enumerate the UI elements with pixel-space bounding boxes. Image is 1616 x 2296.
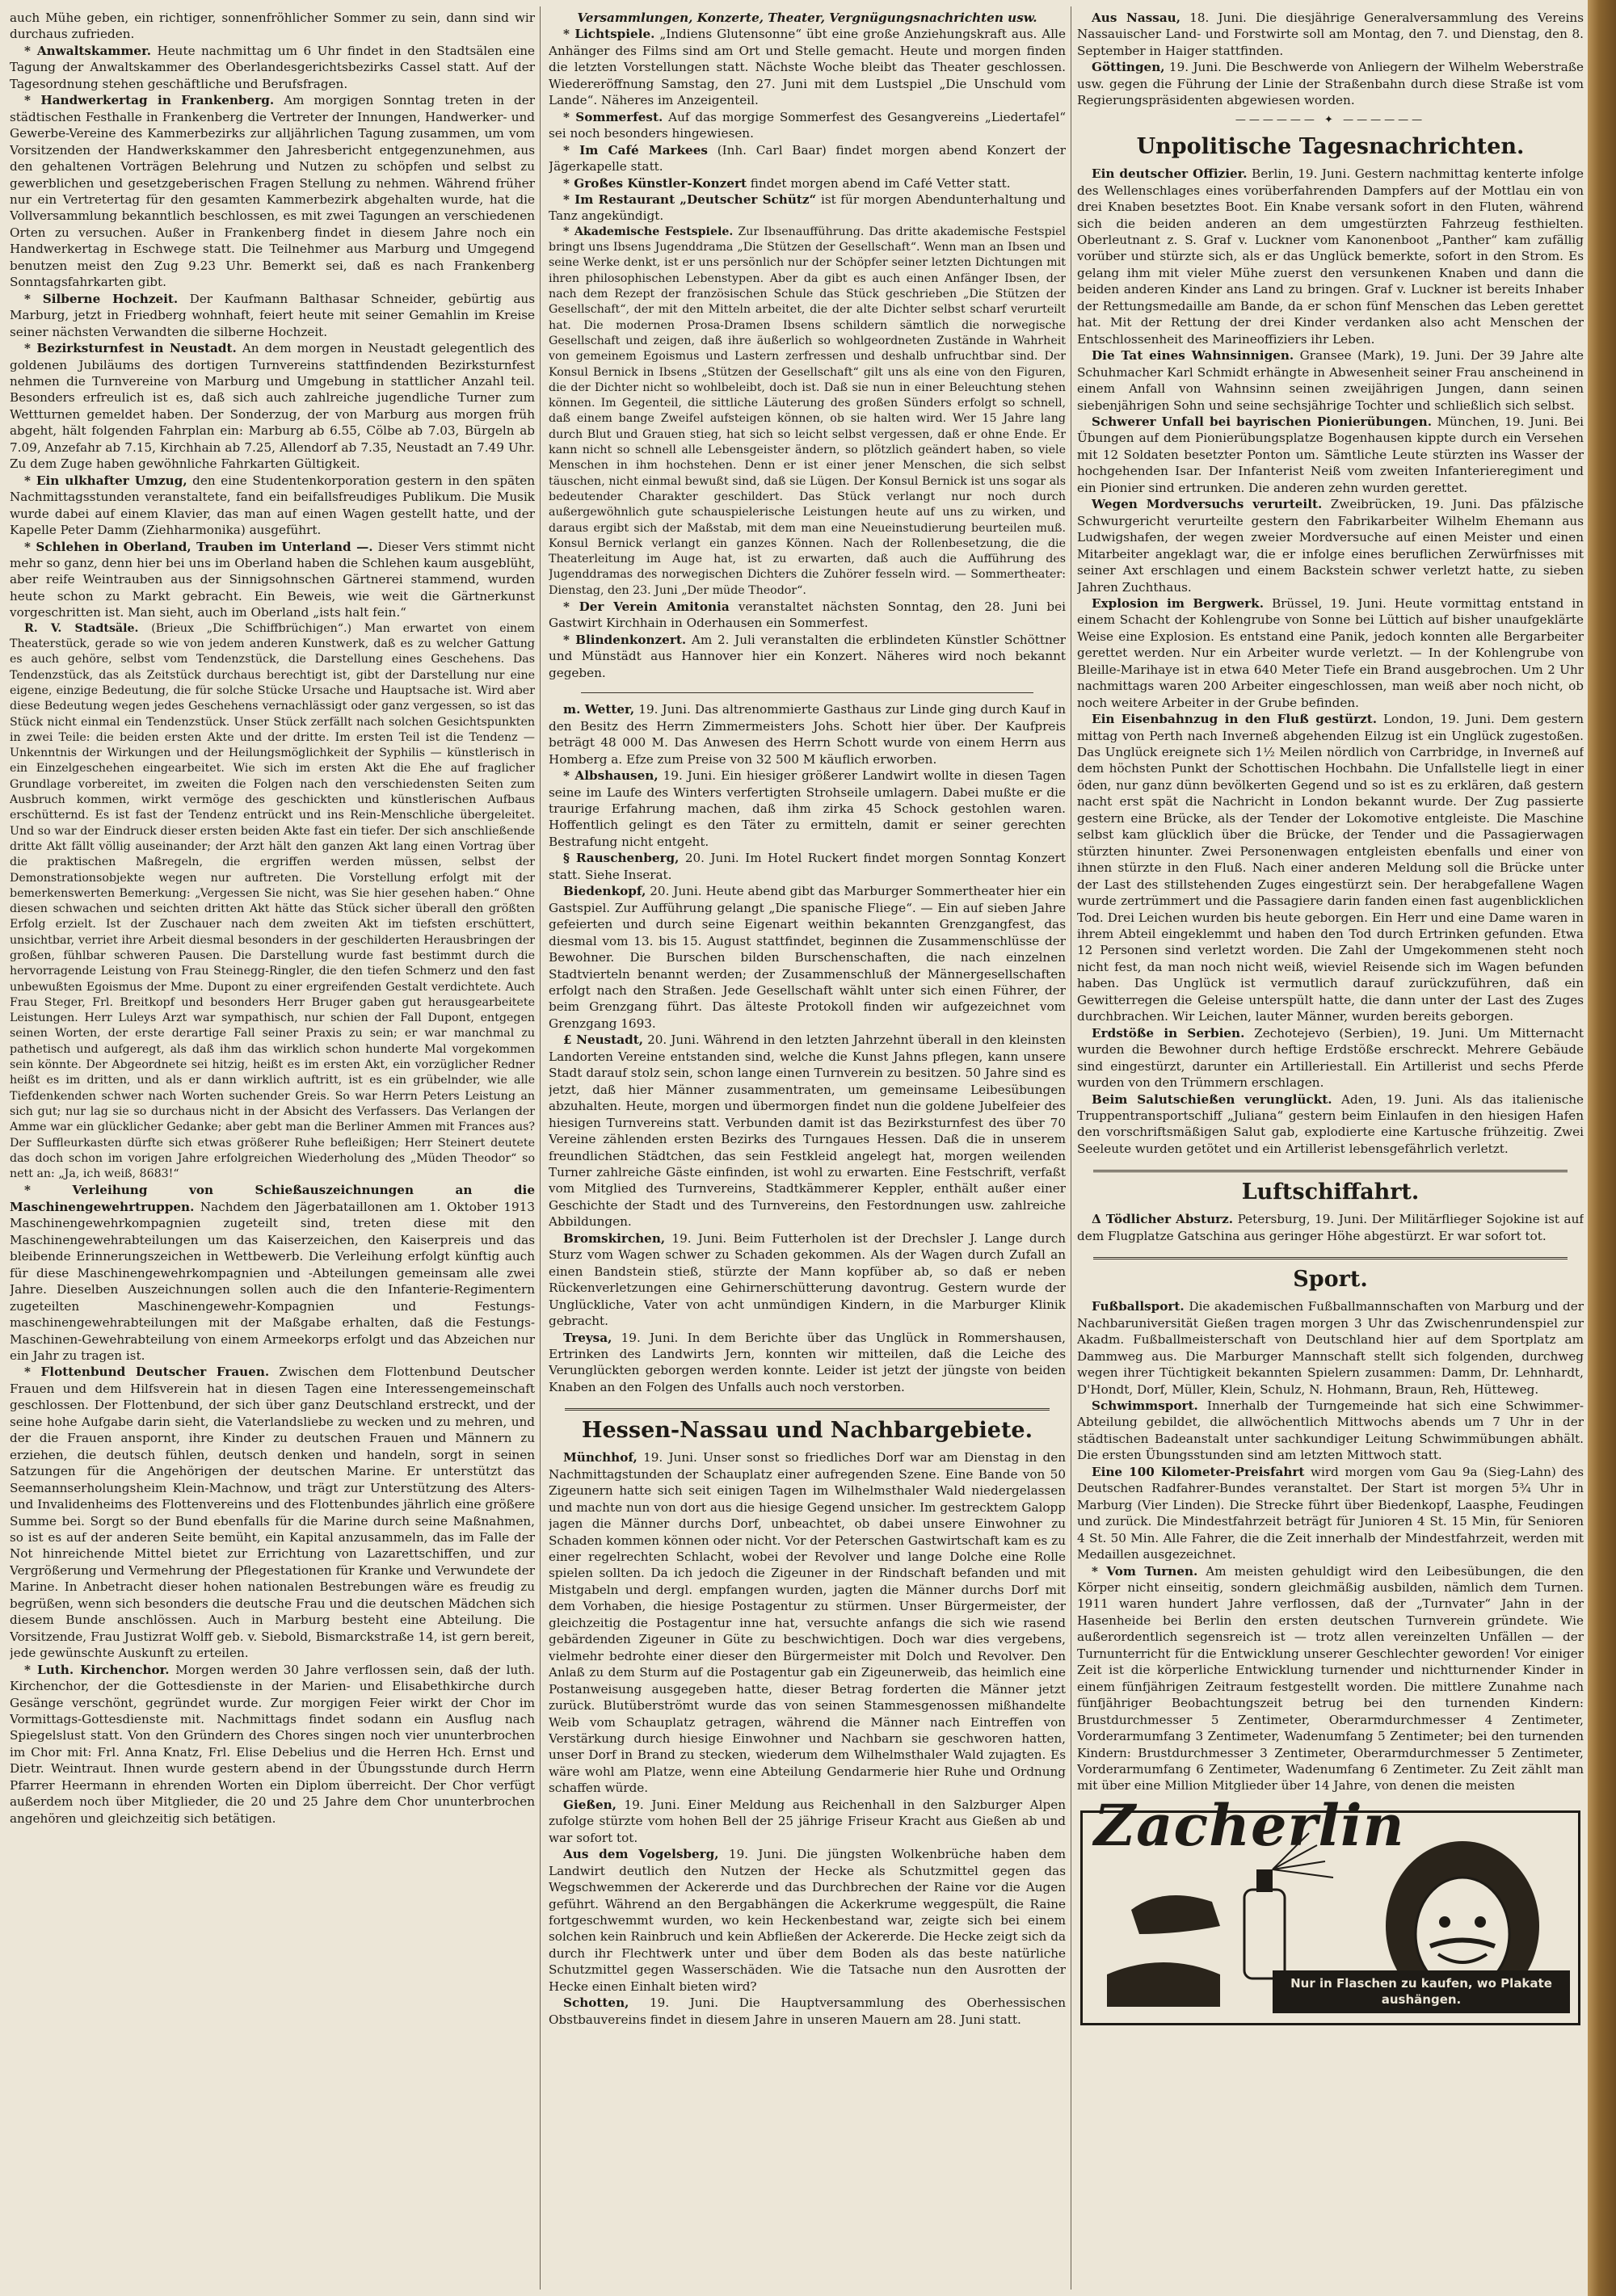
article-rauschenberg: § Rauschenberg, 20. Juni. Im Hotel Ruckert findet morgen Sonntag Konzert statt. Siehe Inserat. [549, 851, 1066, 882]
article-turnen: * Vom Turnen. Am meisten gehuldigt wird den Leibesübungen, die den Körper nicht einseitig, sondern gleichmäßig ausbilden, nämlich dem Turnen. 1911 waren hundert Jahre verflossen, daß der „Turnvater“ Jahn in der Hasenheide bei Berlin den ersten deutschen Turnverein gründete. Wie außerordentlich segensreich ist — trotz allen vereinzelten Unfällen — der Turnunterricht für die Entwicklung unserer Geschlechter geworden! Vor einiger Zeit ist die körperliche Entwicklung turnender und nichtturnender Kinder in einem fünfjährigen Zeitraum festgestellt worden. Die mittlere Zunahme nach fünfjähriger Beobachtungszeit betrug bei den turnenden Kindern: Brustdurchmesser 5 Zentimeter, Oberarmdurchmesser 4 Zentimeter, Vorderarmumfang 3 Zentimeter, Wadenumfang 5 Zentimeter; bei den turnenden Kindern: Brustdurchmesser 3 Zentimeter, Oberarmdurchmesser 5 Zentimeter, Vorderarmumfang 6 Zentimeter, Wadenumfang 6 Zentimeter. Zu Zeit zählt man mit über eine Million Mitglieder über 14 Jahre, von denen die meisten [1077, 1563, 1584, 1793]
article-aus-nassau: Aus Nassau, 18. Juni. Die diesjährige Generalversammlung des Vereins Nassauischer Land- und Forstwirte soll am Montag, den 7. und Dienstag, den 8. September in Haiger stattfinden. [1077, 11, 1584, 58]
article-treysa: Treysa, 19. Juni. In dem Berichte über das Unglück in Rommershausen, Ertrinken des Landwirts Jern, konnten wir mitteilen, daß die Leiche des Verunglückten geborgen werden konnte. Leider ist jetzt der jüngste von beiden Knaben an den Folgen des Unfalls auch noch verstorben. [549, 1330, 1066, 1394]
section-title-sport: Sport. [1293, 1267, 1368, 1293]
ornament-divider: —————— ✦ —————— [1235, 113, 1426, 126]
article-anwaltskammer: * Anwaltskammer. Heute nachmittag um 6 Uhr findet in den Stadtsälen eine Tagung der Anwaltskammer des Oberlandesgerichtsbezirks Cassel statt. Auf der Tagesordnung stehen geschäftliche und Berufsfragen. [10, 43, 535, 91]
article-goettingen: Göttingen, 19. Juni. Die Beschwerde von Anliegern der Wilhelm Weberstraße usw. gegen die Führung der Linie der Straßenbahn durch diese Straße ist vom Regierungspräsidenten abgewiesen worden. [1077, 60, 1584, 108]
article-sommerfest: * Sommerfest. Auf das morgige Sommerfest des Gesangvereins „Liedertafel“ sei noch besonders hingewiesen. [549, 109, 1066, 141]
article-bromskirchen: Bromskirchen, 19. Juni. Beim Futterholen ist der Drechsler J. Lange durch Sturz vom Wagen schwer zu Schaden gekommen. Als der Wagen durch Zufall an einen Bandstein stieß, stürzte der Mann kopfüber ab, so daß er neben Rückenverletzungen eine Gehirnerschütterung davontrug. Gestern wurde der Unglückliche, Vater von acht unmündigen Kindern, in die Marburger Klinik gebracht. [549, 1230, 1066, 1329]
article-explosion: Explosion im Bergwerk. Brüssel, 19. Juni. Heute vormittag entstand in einem Schacht der Kohlengrube von Sonne bei Lüttich auf bisher unaufgeklärte Weise eine Explosion. Es entstand eine Panik, jedoch konnten alle Bergarbeiter gerettet werden. Nur ein Arbeiter wurde verletzt. — In der Kohlengrube von Bleille-Marihaye ist in etwa 640 Meter Tiefe ein Brand ausgebrochen. Um 2 Uhr nachmittags waren 200 Arbeiter eingeschlossen, man weiß aber noch nicht, ob noch weitere Arbeiter in der Grube befinden. [1077, 595, 1584, 710]
article-muenchhof: Münchhof, 19. Juni. Unser sonst so friedliches Dorf war am Dienstag in den Nachmittagstunden der Schauplatz einer aufregenden Szene. Eine Bande von 50 Zigeunern hatte sich seit einigen Tagen im Wilhelmsthaler Wald niedergelassen und machte nun von dort aus die hiesige Gegend unsicher. Im gestrecktem Galopp jagen die Männer durchs Dorf, unbeachtet, ob dabei unsere Einwohner zu Schaden kommen können oder nicht. Vor der Peterschen Gastwirtschaft kam es zu einer regelrechten Schlacht, wobei der Revolver und lange Dolche eine Rolle spielen sollten. Da ich jedoch die Zigeuner in der Rindschaft befanden und mit Mistgabeln und dergl. empfangen wurden, jagten die Männer durchs Dorf mit dem Vorhaben, die hiesige Postagentur zu stürmen. Unser Bürgermeister, der gleichzeitig die Postagentur inne hat, versuchte anfangs die sich wie rasend gebärdenden Zigeuner in Güte zu beschwichtigen. Doch war dies vergebens, vielmehr bedrohte einer dieser den Bürgermeister mit Dolch und Revolver. Den Anlaß zu dem Sturm auf die Postagentur gab ein Zigeunerweib, das heimlich eine Postanweisung ausgegeben hatte, dieser Betrag forderten die Männer jetzt zurück. Blutüberströmt wurde das von seinen Stammesgenossen mißhandelte Weib vom Schauplatz getragen, während die Männer nach Eintreffen von Verstärkung durch hiesige Einwohner und Nachbarn sie geschworen hatten, unser Dorf in Brand zu stecken, wiederum dem Wilhelmsthaler Wald zujagten. Es wäre wohl am Platze, wenn eine Abteilung Gendarmerie hier Ruhe und Ordnung schaffen würde. [549, 1450, 1066, 1796]
article-schotten: Schotten, 19. Juni. Die Hauptversammlung des Oberhessischen Obstbauvereins findet in diesem Jahre in unseren Mauern am 28. Juni statt. [549, 1995, 1066, 2027]
article-umzug: * Ein ulkhafter Umzug, den eine Studentenkorporation gestern in den späten Nachmittagsstunden veranstaltete, fand ein beifallsfreudiges Publikum. Die Musik wurde dabei auf einem Klavier, das man auf einen Wagen gestellt hatte, und der Kapelle Peter Damm (Ziehharmonika) ausgeführt. [10, 473, 535, 538]
divider-double [565, 1408, 1050, 1411]
article-preisfahrt: Eine 100 Kilometer-Preisfahrt wird morgen vom Gau 9a (Sieg-Lahn) des Deutschen Radfahrer-Bundes veranstaltet. Der Start ist morgen 5¾ Uhr in Marburg (Vier Linden). Die Strecke führt über Biedenkopf, Laasphe, Feudingen und zurück. Die Mindestfahrzeit beträgt für Junioren 4 St. 15 Min, für Senioren 4 St. 50 Min. Alle Fahrer, die die Zeit innerhalb der Mindestfahrzeit, werden mit Medaillen ausgezeichnet. [1077, 1464, 1584, 1562]
column-2 [549, 10, 1066, 2288]
zacherlin-advertisement [1080, 1791, 1580, 2025]
article-cafe-markees: * Im Café Markees (Inh. Carl Baar) findet morgen abend Konzert der Jägerkapelle statt. [549, 142, 1066, 175]
article-erdstoesse: Erdstöße in Serbien. Zechotejevo (Serbien), 19. Juni. Um Mitternacht wurden die Bewohner durch heftige Erdstöße erschreckt. Mehrere Gebäude sind eingestürzt, darunter ein Artilleriestall. Ein Artillerist und sechs Pferde wurden von den Trümmern erschlagen. [1077, 1025, 1584, 1091]
article-festspiele: * Akademische Festspiele. Zur Ibsenaufführung. Das dritte akademische Festspiel bringt uns Ibsens Jugenddrama „Die Stützen der Gesellschaft“. Wenn man an Ibsen und seine Werke denkt, ist er uns persönlich nur der Schöpfer seiner letzten Dichtungen mit ihren philosophischen Lebenstypen. Aber da gibt es auch einen Anfänger Ibsen, der nach dem Rezept der französischen Schule das Stück geschrieben „Die Stützen der Gesellschaft“, der mit den Mitteln arbeitet, die der alte Dichter selbst scharf verurteilt hat. Die modernen Prosa-Dramen Ibsens schildern sämtlich die norwegische Gesellschaft und zeigen, daß ihre äußerlich so wohlgeordneten Zustände in Wahrheit von gemeinem Egoismus und Lastern zerfressen und deshalb unfruchtbar sind. Der Konsul Bernick in Ibsens „Stützen der Gesellschaft“ gilt uns als eine von den Figuren, die der Dichter nicht so wohlbeleibt, doch ist. Daß sie nun in einer Beleuchtung stehen können. Im Gegenteil, die sittliche Läuterung des großen Sünders erfolgt so schnell, daß einem bange Zweifel aufsteigen können, ob sie halten wird. Wer 15 Jahre lang durch Blut und Grauen stieg, hat sich so leicht selbst vergessen, daß er ohne Ende. Er kann nicht so schnell alle Lebensgeister ändern, so plötzlich geändert haben, so viele Menschen in ihm hochstehen. Denn er ist einer jener Menschen, die sich selbst täuschen, nicht einmal bewußt sind, daß sie Lügen. Der Konsul Bernick ist uns sogar als bedeutender Charakter geschildert. Das Stück verlangt nur noch durch außergewöhnlich gute schauspielerische Leistungen heute auf uns zu wirken, und daraus ergibt sich der Maßstab, mit dem man eine Neueinstudierung beurteilen muß. Konsul Bernick verlangt ein ganzes Können. Nach der Rollenbesetzung, die die Theaterleitung im Auge hat, ist zu erwarten, daß auch die Aufführung des Jugenddramas des norwegischen Dichters die Zuhörer fesseln wird. — Sommertheater: Dienstag, den 23. Juni „Der müde Theodor“. [549, 225, 1066, 597]
article-giessen: Gießen, 19. Juni. Einer Meldung aus Reichenhall in den Salzburger Alpen zufolge stürzte vom hohen Bell der 25 jährige Friseur Kracht aus Gießen ab und war sofort tot. [549, 1797, 1066, 1845]
article-blindenkonzert: * Blindenkonzert. Am 2. Juli veranstalten die erblindeten Künstler Schöttner und Münstädt aus Hannover hier ein Konzert. Näheres wird noch bekannt gegeben. [549, 632, 1066, 680]
divider-double [1093, 1170, 1568, 1172]
article-pionieruebungen: Schwerer Unfall bei bayrischen Pionierübungen. München, 19. Juni. Bei Übungen auf dem Pionierübungsplatze Bogenhausen kippte durch ein Versehen mit 12 Soldaten besetzter Ponton um. Sämtliche Leute stürzten ins Wasser der hochgehenden Isar. Der Infanterist Neiß vom zweiten Infanterieregiment und ein Pionier sind ertrunken. Die anderen zehn wurden gerettet. [1077, 414, 1584, 495]
ad-tagline: Nur in Flaschen zu kaufen, wo Plakate aushängen. [1273, 1970, 1570, 2013]
article-mordversuch: Wegen Mordversuchs verurteilt. Zweibrücken, 19. Juni. Das pfälzische Schwurgericht verurteilte gestern den Fabrikarbeiter Wilhelm Ehemann aus Ludwigshafen, der wegen zweier Mordversuche auf einen Meister und einen Mitarbeiter angeklagt war, die er infolge eines beruflichen Zerwürfnisses mit seiner Axt erschlagen und einem Backstein schwer verletzt hatte, zu sieben Jahren Zuchthaus. [1077, 497, 1584, 595]
article-restaurant: * Im Restaurant „Deutscher Schütz“ ist für morgen Abendunterhaltung und Tanz angekündigt. [549, 191, 1066, 224]
article-vogelsberg: Aus dem Vogelsberg, 19. Juni. Die jüngsten Wolkenbrüche haben dem Landwirt deutlich den Nutzen der Hecke als Schutzmittel gegen das Wegschwemmen der Ackererde und das Durchbrechen der Raine vor die Augen geführt. Während an den Bergabhängen die Ackerkrume weggespült, die Raine fortgeschwemmt wurden, wo kein Heckenbestand war, zeigte sich bei einem solchen kein Rainbruch und kein Abfließen der Ackererde. Die Hecke zeigt sich da durch ihr Flechtwerk unter und über dem Boden als das beste natürliche Schutzmittel gegen Wasserschäden. Wie die Tatsache nun den Ausrotten der Hecke einen Einhalt bieten wird? [549, 1847, 1066, 1994]
article-salutschiessen: Beim Salutschießen verunglückt. Aden, 19. Juni. Als das italienische Truppentransportschiff „Juliana“ gestern beim Einlaufen in den hiesigen Hafen den vorschriftsmäßigen Salut gab, explodierte eine Kartusche frühzeitig. Zwei Seeleute wurden getötet und ein Artillerist lebensgefährlich verletzt. [1077, 1091, 1584, 1156]
section-title-unpolitische: Unpolitische Tagesnachrichten. [1136, 134, 1525, 160]
article-theater-review: R. V. Stadtsäle. (Brieux „Die Schiffbrüchigen“.) Man erwartet von einem Theaterstück, gerade so wie von jedem anderen Kunstwerk, daß es zu welcher Gattung es auch gehöre, selbst vom Tendenzstück, die Darstellung eines Geschehens. Das Tendenzstück, das als Zeitstück durchaus berechtigt ist, gibt der Darstellung nur eine eigene, einzige Bedeutung, die für solche Stücke Ursache und Hauptsache ist. Wird aber diese Bedeutung wegen jedes Geschehens vernachlässigt oder ganz vergessen, so ist das Stück nicht einmal ein Tendenzstück. Unser Stück zerfällt nach solchen Gesichtspunkten in zwei Teile: die beiden ersten Akte und der dritte. Im ersten Teil ist die Tendenz — Unkenntnis der Wirkungen und der Heilungsmöglichkeit der Syphilis — künstlerisch in ein Einzelgeschehen eingearbeitet. Wie sich im ersten Akt die Ehe auf fraglicher Grundlage vorbereitet, im zweiten die Folgen nach den verschiedensten Seiten zum Ausbruch kommen, wirkt vermöge des geschickten und künstlerischen Aufbaus erschütternd. Es ist fast der Tendenz entrückt und ins Rein-Menschliche übergeleitet. Und so war der Eindruck dieser ersten beiden Akte fast ein tiefer. Der sich anschließende dritte Akt fällt völlig auseinander; der Arzt hält den ganzen Akt lang einen Vortrag über die praktischen Maßregeln, die ergriffen werden müssen, selbst der Demonstrationsobjekte wegen nur auftreten. Die Vorstellung erfolgt mit der bemerkenswerten Bemerkung: „Vergessen Sie nicht, was Sie hier gesehen haben.“ Ohne diesen schwachen und seichten dritten Akt hätte das Stück sicher überall den größten Erfolg erzielt. Ist der Zuschauer nach dem zweiten Akt im tiefsten erschüttert, unsichtbar, verriet ihre Arbeit diesmal besonders in der geschilderten Herausbringen der großen, fühlbar schweren Pausen. Die Darstellung wurde fast bestimmt durch die hervorragende Leistung von Frau Steinegg-Ringler, die den tiefen Schmerz und den fast unbewußten Egoismus der Mme. Dupont zu einer ergreifenden Gestalt verdichtete. Auch Frau Steger, Frl. Breitkopf und besonders Herr Bruger gaben gut herausgearbeitete Leistungen. Herr Luleys Arzt war sympathisch, nur schien der Fall Dupont, entgegen seinen Worten, der erste derartige Fall seiner Praxis zu sein; er war manchmal zu pathetisch und aufgeregt, als daß ihm das wirklich schon hunderte Mal vorgekommen sein könnte. Der Abgeordnete sei hitzig, heißt es im ersten Akt, ein vorzüglicher Redner heißt es im dritten, und als er dann wirklich auftritt, ist es ein grübelnder, wie alle Tiefdenkenden schwer nach Worten suchender Greis. So war Herrn Peters Leistung an sich gut; nur lag sie so durchaus nicht in der Absicht des Verfassers. Das Verlangen der Amme war ein glücklicher Gedanke; aber gebt man die Berliner Ammen mit Frances aus? Der Suffleurkasten dürfte sich etwas größerer Ruhe befleißigen; Herr Steinert deutete das doch schon im vorigen Jahre erfolgreichen Wiederholung des „Müden Theodor“ so nett an: „Ja, ich weiß, 8683!“ [10, 621, 535, 1181]
divider [581, 692, 1033, 693]
article-kuenstler-konzert: * Großes Künstler-Konzert findet morgen abend im Café Vetter statt. [563, 175, 1011, 191]
article-silberne-hochzeit: * Silberne Hochzeit. Der Kaufmann Balthasar Schneider, gebürtig aus Marburg, jetzt in Friedberg wohnhaft, feiert heute mit seiner Gemahlin im Kreise seiner nächsten Verwandten die silberne Hochzeit. [10, 291, 535, 339]
article-amitonia: * Der Verein Amitonia veranstaltet nächsten Sonntag, den 28. Juni bei Gastwirt Kirchhain in Oderhausen ein Sommerfest. [549, 599, 1066, 631]
article-albshausen: * Albshausen, 19. Juni. Ein hiesiger größerer Landwirt wollte in diesen Tagen seine im Laufe des Winters verfertigten Strohseile umlagern. Dabei mußte er die traurige Erfahrung machen, daß ihm zirka 45 Schock gestohlen waren. Hoffentlich gelingt es den Täter zu ermitteln, damit er seiner gerechten Bestrafung nicht entgeht. [549, 768, 1066, 849]
ad-logo-text: Zacherlin [1094, 1791, 1405, 1859]
article-schwimmsport: Schwimmsport. Innerhalb der Turngemeinde hat sich eine Schwimmer-Abteilung gebildet, die allwöchentlich Mittwochs abends um 7 Uhr in der städtischen Badeanstalt unter sachkundiger Leitung Schwimmübungen abhält. Die ersten Übungsstunden sind am letzten Mittwoch statt. [1077, 1398, 1584, 1463]
section-title-hessen-nassau: Hessen-Nassau und Nachbargebiete. [581, 1418, 1033, 1444]
divider-double [1093, 1257, 1568, 1259]
article-schiessauszeichnungen: * Verleihung von Schießauszeichnungen an die Maschinengewehrtruppen. Nachdem den Jägerbataillonen am 1. Oktober 1913 Maschinengewehrkompagnien zugeteilt sind, treten diese mit den Maschinengewehrabteilungen um das Kaiserzeichen, den Kaiserpreis und das bleibende Erinnerungszeichen in Wettbewerb. Die Verleihung erfolgt künftig auch für diese Maschinengewehrkompagnien und -Abteilungen gemeinsam alle zwei Jahre. Dieselben Auszeichnungen sollen auch die den Infanterie-Regimentern zugeteilten Maschinengewehr-Kompagnien und Festungs-maschinengewehrabteilungen mit der Maßgabe erhalten, daß die Festungs-Maschinen-Gewehrabteilung von einem Armeekorps erfolgt und das Abzeichen nur ein Jahr zu tragen ist. [10, 1183, 535, 1363]
article-flottenbund: * Flottenbund Deutscher Frauen. Zwischen dem Flottenbund Deutscher Frauen und dem Hilfsverein hat in diesen Tagen eine Interessengemeinschaft geschlossen. Der Flottenbund, der sich über ganz Deutschland erstreckt, und der seine hohe Aufgabe darin sieht, die Vaterlandsliebe zu wecken und zu mehren, und der die Frauen anspornt, ihre Kinder zu deutschen Frauen und Männern zu erziehen, die deutsch fühlen, deutsch denken und handeln, sorgt in seinen Satzungen für die Angehörigen der deutschen Marine. Er unterstützt das Seemannserholungsheim Klein-Machnow, und trägt zur Unterstützung des Alters- und Invalidenheims des Flottenvereins und des Flottenbundes jährlich eine größere Summe bei. Sorgt so der Bund ebenfalls für die Marine durch seine Maßnahmen, so ist es auf der anderen Seite bemüht, ein Kapital anzusammeln, das im Falle der Not hinreichende Mittel bietet zur Errichtung von Lazarettschiffen, und zur Vergrößerung und Vermehrung der Pflegestationen für Kranke und Verwundete der Marine. In Anbetracht dieser hohen nationalen Bestrebungen wäre es freudig zu begrüßen, wenn sich besonders die deutsche Frau und die deutschen Mädchen sich diesem Bunde anschlössen. Auch in Marburg besteht eine Abteilung. Die Vorsitzende, Frau Justizrat Wolff geb. v. Siebold, Bismarckstraße 14, ist gern bereit, jede gewünschte Auskunft zu erteilen. [10, 1365, 535, 1661]
column-3 [1077, 10, 1584, 2288]
article-absturz: Δ Tödlicher Absturz. Petersburg, 19. Juni. Der Militärflieger Sojokine ist auf dem Flugplatze Gatschina aus geringer Höhe abgestürzt. Er war sofort tot. [1077, 1212, 1584, 1243]
article-wetter: m. Wetter, 19. Juni. Das altrenommierte Gasthaus zur Linde ging durch Kauf in den Besitz des Herrn Zimmermeisters Johs. Schott hier über. Der Kaufpreis beträgt 48 000 M. Das Anwesen des Herrn Schott wurde von einem Herrn aus Homberg a. Efze zum Preise von 32 500 M käuflich erworben. [549, 702, 1066, 767]
article-handwerkertag: * Handwerkertag in Frankenberg. Am morgigen Sonntag treten in der städtischen Festhalle in Frankenberg die Vertreter der Innungen, Handwerker- und Gewerbe-Vereine des Kammerbezirks zur alljährlichen Tagung zusammen, um vom Vorsitzenden der Handwerkskammer den Jahresbericht entgegenzunehmen, aus den gehaltenen Vorträgen Belehrung und Nutzen zu schöpfen und selbst zu gewerblichen und gesetzgeberischen Fragen Stellung zu nehmen. Während früher nur ein Vertretertag für den gesamten Kammerbezirk abgehalten wurde, hat die Vollversammlung bekanntlich beschlossen, es mit zwei Tagungen an verschiedenen Orten zu versuchen. Außer in Frankenberg findet in diesem Jahre noch ein Handwerkertag in Eschwege statt. Die Teilnehmer aus Marburg und Umgegend benutzen meist den Zug 9.23 Uhr. Bemerkt sei, daß es nach Frankenberg Sonntagsfahrkarten gibt. [10, 93, 535, 290]
article-schlehen: * Schlehen in Oberland, Trauben im Unterland —. Dieser Vers stimmt nicht mehr so ganz, denn hier bei uns im Oberland haben die Schlehen kaum ausgeblüht, aber reife Weintrauben aus der Sinnigsohnschen Gärtnerei stammend, wurden heute schon zu Markt gebracht. Ein Beweis, wie weit die Gärtnerkunst vorgeschritten ist. Man sieht, auch im Oberland „ists halt fein.“ [10, 539, 535, 620]
section-heading-versammlungen: Versammlungen, Konzerte, Theater, Vergnügungsnachrichten usw. [577, 11, 1037, 25]
section-title-luftschiffahrt: Luftschiffahrt. [1241, 1180, 1420, 1205]
page-binding-edge [1588, 0, 1616, 2296]
article-neustadt: £ Neustadt, 20. Juni. Während in den letzten Jahrzehnt überall in den kleinsten Landorten Vereine entstanden sind, welche die Kunst Jahns pflegen, kann unsere Stadt darauf stolz sein, schon lange einen Turnverein zu besitzen. 50 Jahre sind es jetzt, daß hier Männer zusammentraten, um gemeinsame Leibesübungen abzuhalten. Heute, morgen und übermorgen findet nun die goldene Jubelfeier des hiesigen Turnvereins statt. Verbunden damit ist das Bezirksturnfest des über 70 Vereine zählenden ersten Bezirks des Turngaues Hessen. Daß die in unserem freundlichen Städtchen, das sein Festkleid angelegt hat, morgen weilenden Turner zahlreiche Gäste einfinden, ist wohl zu erwarten. Eine Festschrift, verfaßt vom Mitglied des Turnvereins, Stadtkämmerer Keppler, enthält außer einer Geschichte der Stadt und des Turnvereins, den Festordnungen usw. zahlreiche Abbildungen. [549, 1032, 1066, 1230]
column-1 [10, 10, 535, 2288]
column-rule-1 [540, 6, 541, 2290]
article-offizier: Ein deutscher Offizier. Berlin, 19. Juni. Gestern nachmittag kenterte infolge des Wellenschlages eines vorüberfahrenden Dampfers auf der Mottlau ein von drei Knaben besetztes Boot. Ein Knabe versank sofort in den Fluten, während sich die beiden anderen an dem umgestürzten Fahrzeug festhielten. Oberleutnant z. S. Graf v. Luckner vom Kanonenboot „Panther“ kam zufällig vorüber und stürzte sich, als er das Unglück bemerkte, sofort in den Strom. Es gelang ihm mit vieler Mühe zuerst den versunkenen Knaben und dann die beiden anderen Kinder ans Land zu bringen. Graf v. Luckner ist bereits Inhaber der Rettungsmedaille am Bande, da er schon fünf Menschen das Leben gerettet hat. Mit der Rettung der drei Kinder verdanken also acht Menschen der Entschlossenheit des Marineoffiziers ihr Leben. [1077, 166, 1584, 347]
article-wahnsinniger: Die Tat eines Wahnsinnigen. Gransee (Mark), 19. Juni. Der 39 Jahre alte Schuhmacher Karl Schmidt erhängte in Abwesenheit seiner Frau anscheinend in einem Anfall von Wahnsinn seinen zweijährigen Jungen, dann seinen siebenjährigen Sohn und seine sechsjährige Tochter und schließlich sich selbst. [1077, 348, 1584, 413]
article-kirchenchor: * Luth. Kirchenchor. Morgen werden 30 Jahre verflossen sein, daß der luth. Kirchenchor, der die Gottesdienste in der Marien- und Elisabethkirche durch Gesänge verschönt, gegründet wurde. Zur morgigen Feier wirkt der Chor im Vormittags-Gottesdienste mit. Nachmittags findet sodann ein Ausflug nach Spiegelslust statt. Von den Gründern des Chores singen noch vier ununterbrochen im Chor mit: Frl. Anna Knatz, Frl. Elise Debelius und die Herren Hch. Ernst und Dietr. Weintraut. Ihnen wurde gestern abend in der Übungsstunde durch Herrn Pfarrer Heermann in ehrenden Worten ein Diplom überreicht. Der Chor verfügt außerdem noch über Mitglieder, die 20 und 25 Jahre dem Chor ununterbrochen angehören und gleichzeitig sich betätigen. [10, 1662, 535, 1826]
article-eisenbahnzug: Ein Eisenbahnzug in den Fluß gestürzt. London, 19. Juni. Dem gestern mittag von Perth nach Inverneß abgehenden Eilzug ist ein Unglück zugestoßen. Das Unglück ereignete sich 1½ Meilen nördlich von Carrbridge, in Inverneß auf dem höchsten Punkt der Schottischen Hochbahn. Die Unfallstelle liegt in einer öden, nur ganz dünn bevölkerten Gegend und so ist es zu erklären, daß gestern nacht erst spät die Nachricht in London bekannt wurde. Der Zug passierte gestern eine Brücke, als der Tender der Lokomotive entgleiste. Die Maschine selbst kam glücklich über die Brücke, der Tender und die Passagierwagen stürzten hinunter. Zwei Personenwagen entgleisten ebenfalls und einer von ihnen stürzte in den Fluß. Nach einer anderen Meldung soll die Brücke unter der Last des stillstehenden Zuges eingestürzt sein. Der herabgefallene Wagen wurde zertrümmert und die Passagiere darin fanden einen fast augenblicklichen Tod. Drei Leichen wurden bis heute geborgen. Ein Herr und eine Dame waren in ihrem Abteil eingeklemmt und haben den Tod durch Ertrinken gefunden. Etwa 12 Personen sind verletzt worden. Die Zahl der Umgekommenen steht noch nicht fest, da man noch nicht weiß, wieviel Reisende sich im Wagen befunden haben. Das Unglück ist vermutlich darauf zurückzuführen, daß ein Gewitterregen die Geleise unterspült hatte, die dann unter der Last des Zuges durchbrachen. Wir Leichen, lauter Männer, wurden bereits geborgen. [1077, 712, 1584, 1024]
article-paragraph: auch Mühe geben, ein richtiger, sonnenfröhlicher Sommer zu sein, dann sind wir durchaus zufrieden. [10, 11, 535, 42]
article-fussball: Fußballsport. Die akademischen Fußballmannschaften von Marburg und der Nachbaruniversität Gießen tragen morgen 3 Uhr das Zwischenrundenspiel zur Akadm. Fußballmeisterschaft von Deutschland hier auf dem Sportplatz am Dammweg aus. Die Marburger Mannschaft stellt sich folgenden, durchweg wegen ihrer Tüchtigkeit bekannten Spielern zusammen: Damm, Dr. Lehnhardt, D'Hondt, Dorf, Müller, Klein, Schulz, N. Hohmann, Braun, Reh, Hütteweg. [1077, 1299, 1584, 1397]
article-bezirksturnfest: * Bezirksturnfest in Neustadt. An dem morgen in Neustadt gelegentlich des goldenen Jubiläums des dortigen Turnvereins stattfindenden Bezirksturnfest nehmen die Turnvereine von Marburg und Umgebung in stattlicher Anzahl teil. Besonders erfreulich ist es, daß sich auch zahlreiche jugendliche Turner zum Wettturnen gemeldet haben. Der Sonderzug, der von Marburg aus morgen früh abgeht, hält folgenden Fahrplan ein: Marburg ab 6.55, Cölbe ab 7.03, Bürgeln ab 7.09, Anzefahr ab 7.15, Kirchhain ab 7.25, Allendorf ab 7.35, Neustadt an 7.49 Uhr. Zu dem Zuge haben gewöhnliche Fahrkarten Gültigkeit. [10, 341, 535, 472]
article-lichtspiele: * Lichtspiele. „Indiens Glutensonne“ übt eine große Anziehungskraft aus. Alle Anhänger des Films sind am Ort und Stelle gemacht. Heute und morgen finden die letzten Vorstellungen statt. Nächste Woche bleibt das Theater geschlossen. Wiedereröffnung Samstag, den 27. Juni mit dem Lustspiel „Die Unschuld vom Lande“. Näheres im Anzeigenteil. [549, 27, 1066, 108]
article-biedenkopf: Biedenkopf, 20. Juni. Heute abend gibt das Marburger Sommertheater hier ein Gastspiel. Zur Aufführung gelangt „Die spanische Fliege“. — Ein auf sieben Jahre gefeierten und durch seine Eigenart weithin bekannten Grenzgangfest, das diesmal vom 13. bis 15. August stattfindet, beginnen die Zusammenschlüsse der Bewohner. Die Burschen bilden Burschenschaften, die nach einzelnen Stadtvierteln benannt werden; der Zusammenschluß der Männergesellschaften erfolgt nach den Straßen. Jede Gesellschaft wählt unter sich einen Führer, der beim Grenzgang führt. Das älteste Protokoll finden wir aufgezeichnet vom Grenzgang 1693. [549, 884, 1066, 1031]
